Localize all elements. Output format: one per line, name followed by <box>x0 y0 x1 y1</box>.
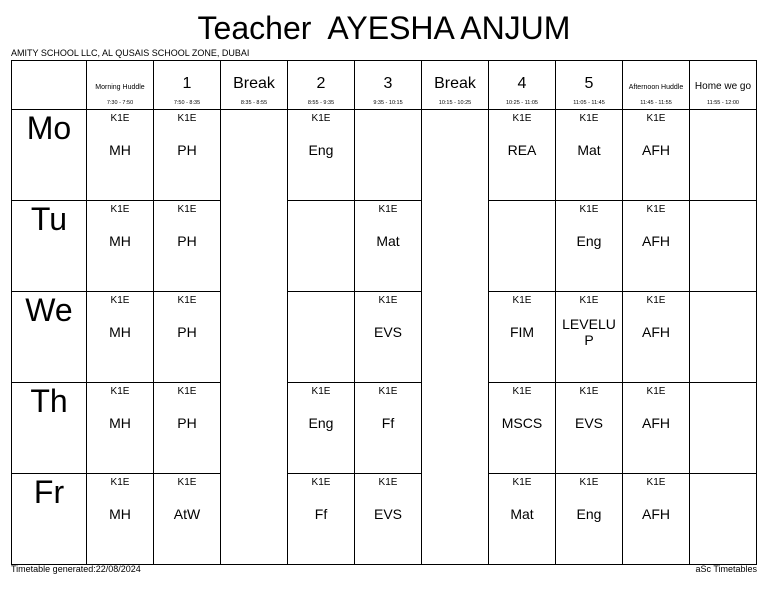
subject-code: Mat <box>510 506 534 522</box>
period-header-row <box>12 61 757 110</box>
day-name: Fr <box>12 474 87 565</box>
subject-code: Eng <box>308 142 334 158</box>
school-name: AMITY SCHOOL LLC, AL QUSAIS SCHOOL ZONE, DUBAI <box>11 48 250 58</box>
period-header <box>288 61 355 110</box>
period-header <box>355 61 422 110</box>
lesson-cell <box>623 292 690 383</box>
class-code: K1E <box>579 386 599 397</box>
class-code: K1E <box>177 477 197 488</box>
class-code: K1E <box>512 477 532 488</box>
period-name: Afternoon Huddle <box>628 84 684 91</box>
subject-code: PH <box>177 324 197 340</box>
subject-code: MH <box>109 506 131 522</box>
subject-code: MH <box>109 142 131 158</box>
day-row <box>12 201 757 292</box>
subject-code: MH <box>109 233 131 249</box>
subject-code: REA <box>507 142 537 158</box>
period-time: 10:25 - 11:05 <box>505 100 538 106</box>
lesson-cell <box>87 201 154 292</box>
lesson-cell <box>556 201 623 292</box>
subject-code: MH <box>109 324 131 340</box>
period-time: 10:15 - 10:25 <box>438 100 472 106</box>
period-time: 9:35 - 10:15 <box>373 100 403 106</box>
subject-code: FIM <box>509 324 535 340</box>
class-code: K1E <box>378 204 398 215</box>
class-code: K1E <box>110 113 130 124</box>
period-header <box>422 61 489 110</box>
class-code: K1E <box>512 295 532 306</box>
class-code: K1E <box>646 477 666 488</box>
subject-code: Ff <box>381 415 395 431</box>
subject-code: EVS <box>373 506 402 522</box>
lesson-cell <box>690 383 757 474</box>
day-row <box>12 292 757 383</box>
day-row <box>12 110 757 201</box>
period-header <box>489 61 556 110</box>
break-column <box>422 110 489 565</box>
subject-code: MSCS <box>501 415 543 431</box>
subject-code: PH <box>177 233 197 249</box>
class-code: K1E <box>177 113 197 124</box>
lesson-cell <box>154 201 221 292</box>
period-time: 11:05 - 11:45 <box>573 100 605 106</box>
lesson-cell <box>87 474 154 565</box>
period-header <box>623 61 690 110</box>
period-time: 8:35 - 8:55 <box>240 100 268 106</box>
subject-code: PH <box>177 415 197 431</box>
lesson-cell <box>489 201 556 292</box>
class-code: K1E <box>579 113 599 124</box>
class-code: K1E <box>311 386 331 397</box>
lesson-cell <box>489 383 556 474</box>
timetable-title: Teacher AYESHA ANJUM <box>197 10 571 46</box>
subject-code: LEVELU P <box>562 316 616 348</box>
subject-code: MH <box>109 415 131 431</box>
period-name: 4 <box>517 75 527 92</box>
day-row <box>12 383 757 474</box>
lesson-cell <box>690 292 757 383</box>
period-name: Break <box>233 75 275 92</box>
lesson-cell <box>355 292 422 383</box>
subject-code: AFH <box>642 415 670 431</box>
period-header <box>154 61 221 110</box>
subject-code: PH <box>177 142 197 158</box>
lesson-cell <box>623 474 690 565</box>
lesson-cell <box>623 201 690 292</box>
subject-code: Ff <box>314 506 328 522</box>
lesson-cell <box>288 474 355 565</box>
lesson-cell <box>556 474 623 565</box>
class-code: K1E <box>177 386 197 397</box>
lesson-cell <box>556 110 623 201</box>
day-name: Tu <box>12 201 87 292</box>
lesson-cell <box>623 383 690 474</box>
lesson-cell <box>489 474 556 565</box>
period-name: Morning Huddle <box>95 84 145 91</box>
class-code: K1E <box>579 295 599 306</box>
class-code: K1E <box>512 386 532 397</box>
lesson-cell <box>556 383 623 474</box>
timetable-grid <box>11 60 757 565</box>
period-name: 2 <box>316 75 326 92</box>
class-code: K1E <box>646 204 666 215</box>
brand-label: aSc Timetables <box>695 564 757 574</box>
period-header <box>221 61 288 110</box>
period-name: 5 <box>584 75 594 92</box>
period-time: 7:50 - 8:35 <box>173 100 201 106</box>
corner-cell <box>12 61 87 110</box>
period-header <box>556 61 623 110</box>
subject-code: EVS <box>574 415 603 431</box>
lesson-cell <box>355 474 422 565</box>
class-code: K1E <box>177 295 197 306</box>
class-code: K1E <box>579 204 599 215</box>
lesson-cell <box>489 292 556 383</box>
lesson-cell <box>623 110 690 201</box>
day-name: Th <box>12 383 87 474</box>
generated-date: Timetable generated:22/08/2024 <box>11 564 141 574</box>
period-time: 7:30 - 7:50 <box>106 100 134 106</box>
lesson-cell <box>87 110 154 201</box>
class-code: K1E <box>378 477 398 488</box>
subject-code: AFH <box>642 142 670 158</box>
period-time: 11:45 - 11:55 <box>640 100 672 106</box>
lesson-cell <box>690 110 757 201</box>
lesson-cell <box>355 110 422 201</box>
lesson-cell <box>556 292 623 383</box>
day-name: We <box>12 292 87 383</box>
class-code: K1E <box>110 386 130 397</box>
class-code: K1E <box>579 477 599 488</box>
class-code: K1E <box>646 386 666 397</box>
class-code: K1E <box>378 295 398 306</box>
lesson-cell <box>288 201 355 292</box>
class-code: K1E <box>110 295 130 306</box>
period-time: 8:55 - 9:35 <box>307 100 335 106</box>
lesson-cell <box>355 201 422 292</box>
class-code: K1E <box>646 295 666 306</box>
period-header <box>87 61 154 110</box>
subject-code: AFH <box>642 233 670 249</box>
day-name: Mo <box>12 110 87 201</box>
lesson-cell <box>288 110 355 201</box>
lesson-cell <box>154 292 221 383</box>
class-code: K1E <box>512 113 532 124</box>
class-code: K1E <box>110 477 130 488</box>
period-name: Home we go <box>694 81 752 92</box>
subject-code: Eng <box>576 233 602 249</box>
subject-code: AFH <box>642 324 670 340</box>
lesson-cell <box>87 383 154 474</box>
lesson-cell <box>87 292 154 383</box>
subject-code: Mat <box>577 142 601 158</box>
class-code: K1E <box>177 204 197 215</box>
lesson-cell <box>355 383 422 474</box>
class-code: K1E <box>110 204 130 215</box>
period-name: Break <box>434 75 476 92</box>
lesson-cell <box>489 110 556 201</box>
lesson-cell <box>690 474 757 565</box>
subject-code: AtW <box>173 506 201 522</box>
lesson-cell <box>288 383 355 474</box>
subject-code: Eng <box>576 506 602 522</box>
break-column <box>221 110 288 565</box>
lesson-cell <box>154 383 221 474</box>
period-header <box>690 61 757 110</box>
period-name: 1 <box>182 75 192 92</box>
lesson-cell <box>690 201 757 292</box>
subject-code: Eng <box>308 415 334 431</box>
subject-code: AFH <box>642 506 670 522</box>
lesson-cell <box>154 474 221 565</box>
subject-code: EVS <box>373 324 402 340</box>
class-code: K1E <box>311 477 331 488</box>
class-code: K1E <box>311 113 331 124</box>
subject-code: Mat <box>376 233 400 249</box>
day-row <box>12 474 757 565</box>
class-code: K1E <box>646 113 666 124</box>
period-time: 11:55 - 12:00 <box>706 100 739 106</box>
lesson-cell <box>154 110 221 201</box>
period-name: 3 <box>383 75 393 92</box>
class-code: K1E <box>378 386 398 397</box>
lesson-cell <box>288 292 355 383</box>
